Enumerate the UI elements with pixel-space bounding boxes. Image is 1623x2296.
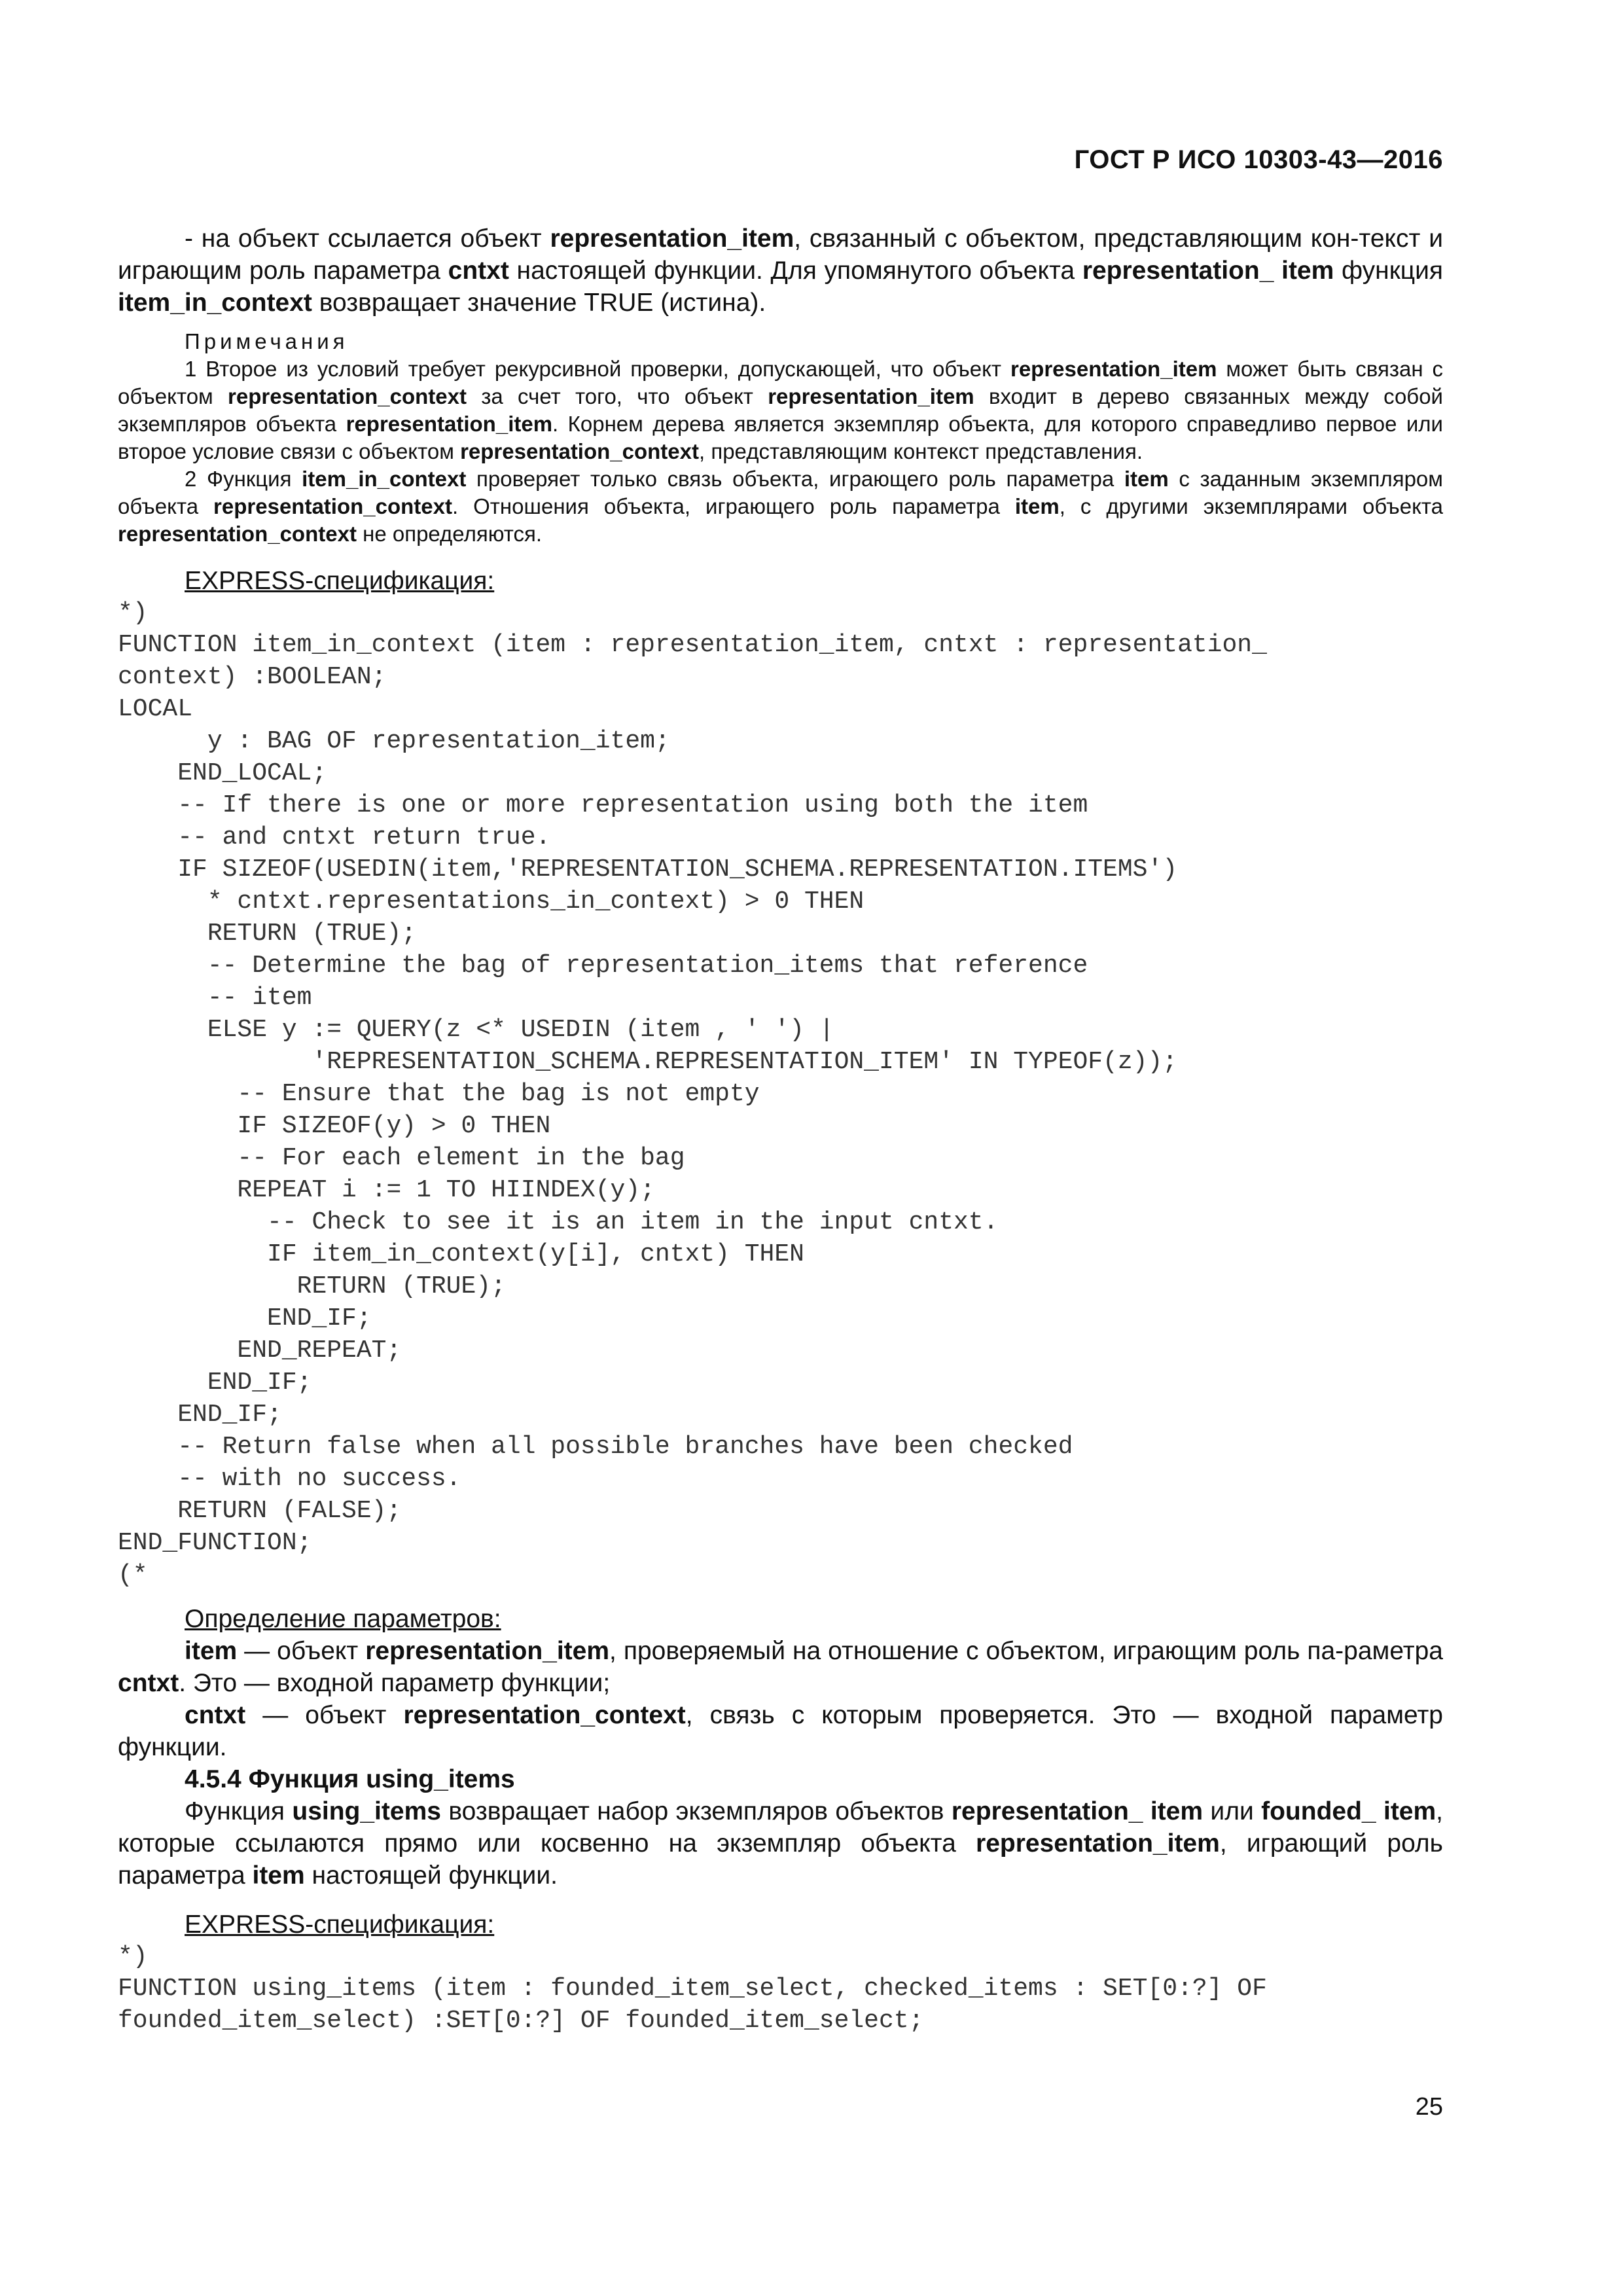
section-paragraph <box>118 1795 1443 1892</box>
code-line: IF SIZEOF(y) > 0 THEN <box>118 1112 551 1140</box>
code-line: END_IF; <box>118 1304 372 1333</box>
code-line: IF SIZEOF(USEDIN(item,'REPRESENTATION_SCHEMA.REPRESENTATION.ITEMS') <box>118 855 1178 884</box>
code-line: RETURN (TRUE); <box>118 920 417 948</box>
note-2 <box>118 465 1443 548</box>
code-line: LOCAL <box>118 695 193 723</box>
page-content <box>118 223 1443 2037</box>
code-line: -- If there is one or more representation using both the item <box>118 791 1088 819</box>
code-line: * cntxt.representations_in_context) > 0 THEN <box>118 888 865 916</box>
text-run: может быть связан с объектом <box>118 357 1443 408</box>
express-spec-label-2: EXPRESS-спецификация: <box>185 1910 495 1939</box>
express-code-block-2 <box>118 1941 1443 2037</box>
code-line: -- item <box>118 984 312 1012</box>
code-line: END_LOCAL; <box>118 759 327 787</box>
term: representation_context <box>118 522 357 546</box>
term: representation_item <box>365 1637 610 1665</box>
text-run: 1 Второе из условий требует рекурсивной проверки, допускающей, что объект <box>185 357 1010 381</box>
term: cntxt <box>118 1669 179 1697</box>
code-line: -- Return false when all possible branches have been checked <box>118 1433 1073 1461</box>
term-representation-item: representation_item <box>550 224 794 253</box>
term: representation_context <box>460 439 699 463</box>
text-run: проверяет только связь объекта, играющего роль параметра <box>466 467 1124 491</box>
text-run: возвращает значение TRUE (истина). <box>312 289 766 317</box>
text-run: не определяются. <box>356 522 542 546</box>
text-run: с заданным экземпляром объекта <box>118 467 1443 518</box>
parameters-label: Определение параметров: <box>185 1605 501 1633</box>
code-line: founded_item_select) :SET[0:?] OF founded_item_select; <box>118 2007 924 2035</box>
code-line: FUNCTION using_items (item : founded_item_select, checked_items : SET[0:?] OF <box>118 1975 1267 2003</box>
term: representation_item <box>1010 357 1217 381</box>
term-item-in-context: item_in_context <box>118 289 312 317</box>
text-run: — объект <box>245 1701 404 1729</box>
text-run: , связанный с объектом, представляющим кон-текст и играющим роль параметра <box>118 224 1443 285</box>
term: item <box>1124 467 1169 491</box>
text-run: , проверяемый на отношение с объектом, играющим роль па-раметра <box>609 1637 1443 1665</box>
text-run: - на объект ссылается объект <box>185 224 550 253</box>
text-run: входит в дерево связанных между собой экземпляров объекта <box>118 384 1443 436</box>
term: item_in_context <box>302 467 467 491</box>
text-run: . Корнем дерева является экземпляр объекта, для которого справедливо первое или второе условие связи с объектом <box>118 412 1443 463</box>
code-line: -- with no success. <box>118 1465 461 1493</box>
code-line: (* <box>118 1561 148 1589</box>
express-spec-label-1: EXPRESS-спецификация: <box>185 567 495 595</box>
term: representation_item <box>346 412 553 436</box>
note-1 <box>118 355 1443 465</box>
code-line: -- For each element in the bag <box>118 1144 685 1172</box>
intro-paragraph <box>118 223 1443 319</box>
term: item <box>1014 494 1060 518</box>
code-line: FUNCTION item_in_context (item : representation_item, cntxt : representation_ <box>118 631 1267 659</box>
term: representation_context <box>228 384 467 408</box>
param-item-definition <box>118 1635 1443 1699</box>
document-code-header: ГОСТ Р ИСО 10303-43—2016 <box>1074 145 1443 174</box>
term: founded_ item <box>1261 1797 1436 1825</box>
text-run: , с другими экземплярами объекта <box>1059 494 1444 518</box>
term: item <box>252 1861 305 1890</box>
code-line: -- Check to see it is an item in the input cntxt. <box>118 1208 999 1236</box>
text-run: , играющий роль параметра <box>118 1829 1443 1890</box>
term-item: item <box>185 1637 238 1665</box>
code-line: -- and cntxt return true. <box>118 823 551 852</box>
code-line: *) <box>118 1943 148 1971</box>
term: representation_ item <box>951 1797 1204 1825</box>
text-run: 2 Функция <box>185 467 302 491</box>
section-heading: 4.5.4 Функция using_items <box>185 1765 515 1793</box>
code-line: -- Ensure that the bag is not empty <box>118 1080 760 1108</box>
code-line: y : BAG OF representation_item; <box>118 727 670 755</box>
code-line: context) :BOOLEAN; <box>118 663 387 691</box>
express-code-block-1 <box>118 597 1443 1591</box>
text-run: , связь с которым проверяется. Это — входной параметр функции. <box>118 1701 1443 1761</box>
text-run: Функция <box>185 1797 293 1825</box>
text-run: , которые ссылаются прямо или косвенно на экземпляр объекта <box>118 1797 1444 1857</box>
notes-heading: Примечания <box>185 329 349 353</box>
text-run: возвращает набор экземпляров объектов <box>440 1797 952 1825</box>
text-run: . Отношения объекта, играющего роль параметра <box>452 494 1015 518</box>
code-line: END_FUNCTION; <box>118 1529 312 1557</box>
code-line: RETURN (FALSE); <box>118 1497 402 1525</box>
page-number: 25 <box>1415 2093 1443 2121</box>
code-line: 'REPRESENTATION_SCHEMA.REPRESENTATION_ITEM' IN TYPEOF(z)); <box>118 1048 1178 1076</box>
code-line: ELSE y := QUERY(z <* USEDIN (item , ' ') | <box>118 1016 834 1044</box>
text-run: , представляющим контекст представления. <box>699 439 1143 463</box>
text-run: или <box>1203 1797 1262 1825</box>
term: representation_context <box>403 1701 686 1729</box>
code-line: END_REPEAT; <box>118 1336 402 1365</box>
term-cntxt: cntxt <box>185 1701 246 1729</box>
term-representation-item: representation_ item <box>1082 257 1334 285</box>
code-line: *) <box>118 599 148 627</box>
code-line: IF item_in_context(y[i], cntxt) THEN <box>118 1240 804 1268</box>
code-line: REPEAT i := 1 TO HIINDEX(y); <box>118 1176 655 1204</box>
code-line: END_IF; <box>118 1369 312 1397</box>
term: representation_item <box>976 1829 1220 1857</box>
term: representation_item <box>768 384 974 408</box>
code-line: -- Determine the bag of representation_items that reference <box>118 952 1088 980</box>
code-line: END_IF; <box>118 1401 282 1429</box>
text-run: — объект <box>237 1637 366 1665</box>
term-cntxt: cntxt <box>448 257 509 285</box>
code-line: RETURN (TRUE); <box>118 1272 506 1300</box>
text-run: настоящей функции. <box>304 1861 558 1890</box>
term: representation_context <box>213 494 452 518</box>
text-run: за счет того, что объект <box>466 384 768 408</box>
text-run: настоящей функции. Для упомянутого объекта <box>508 257 1082 285</box>
text-run: функция <box>1334 257 1444 285</box>
term: using_items <box>292 1797 441 1825</box>
text-run: . Это — входной параметр функции; <box>179 1669 611 1697</box>
param-cntxt-definition <box>118 1699 1443 1763</box>
